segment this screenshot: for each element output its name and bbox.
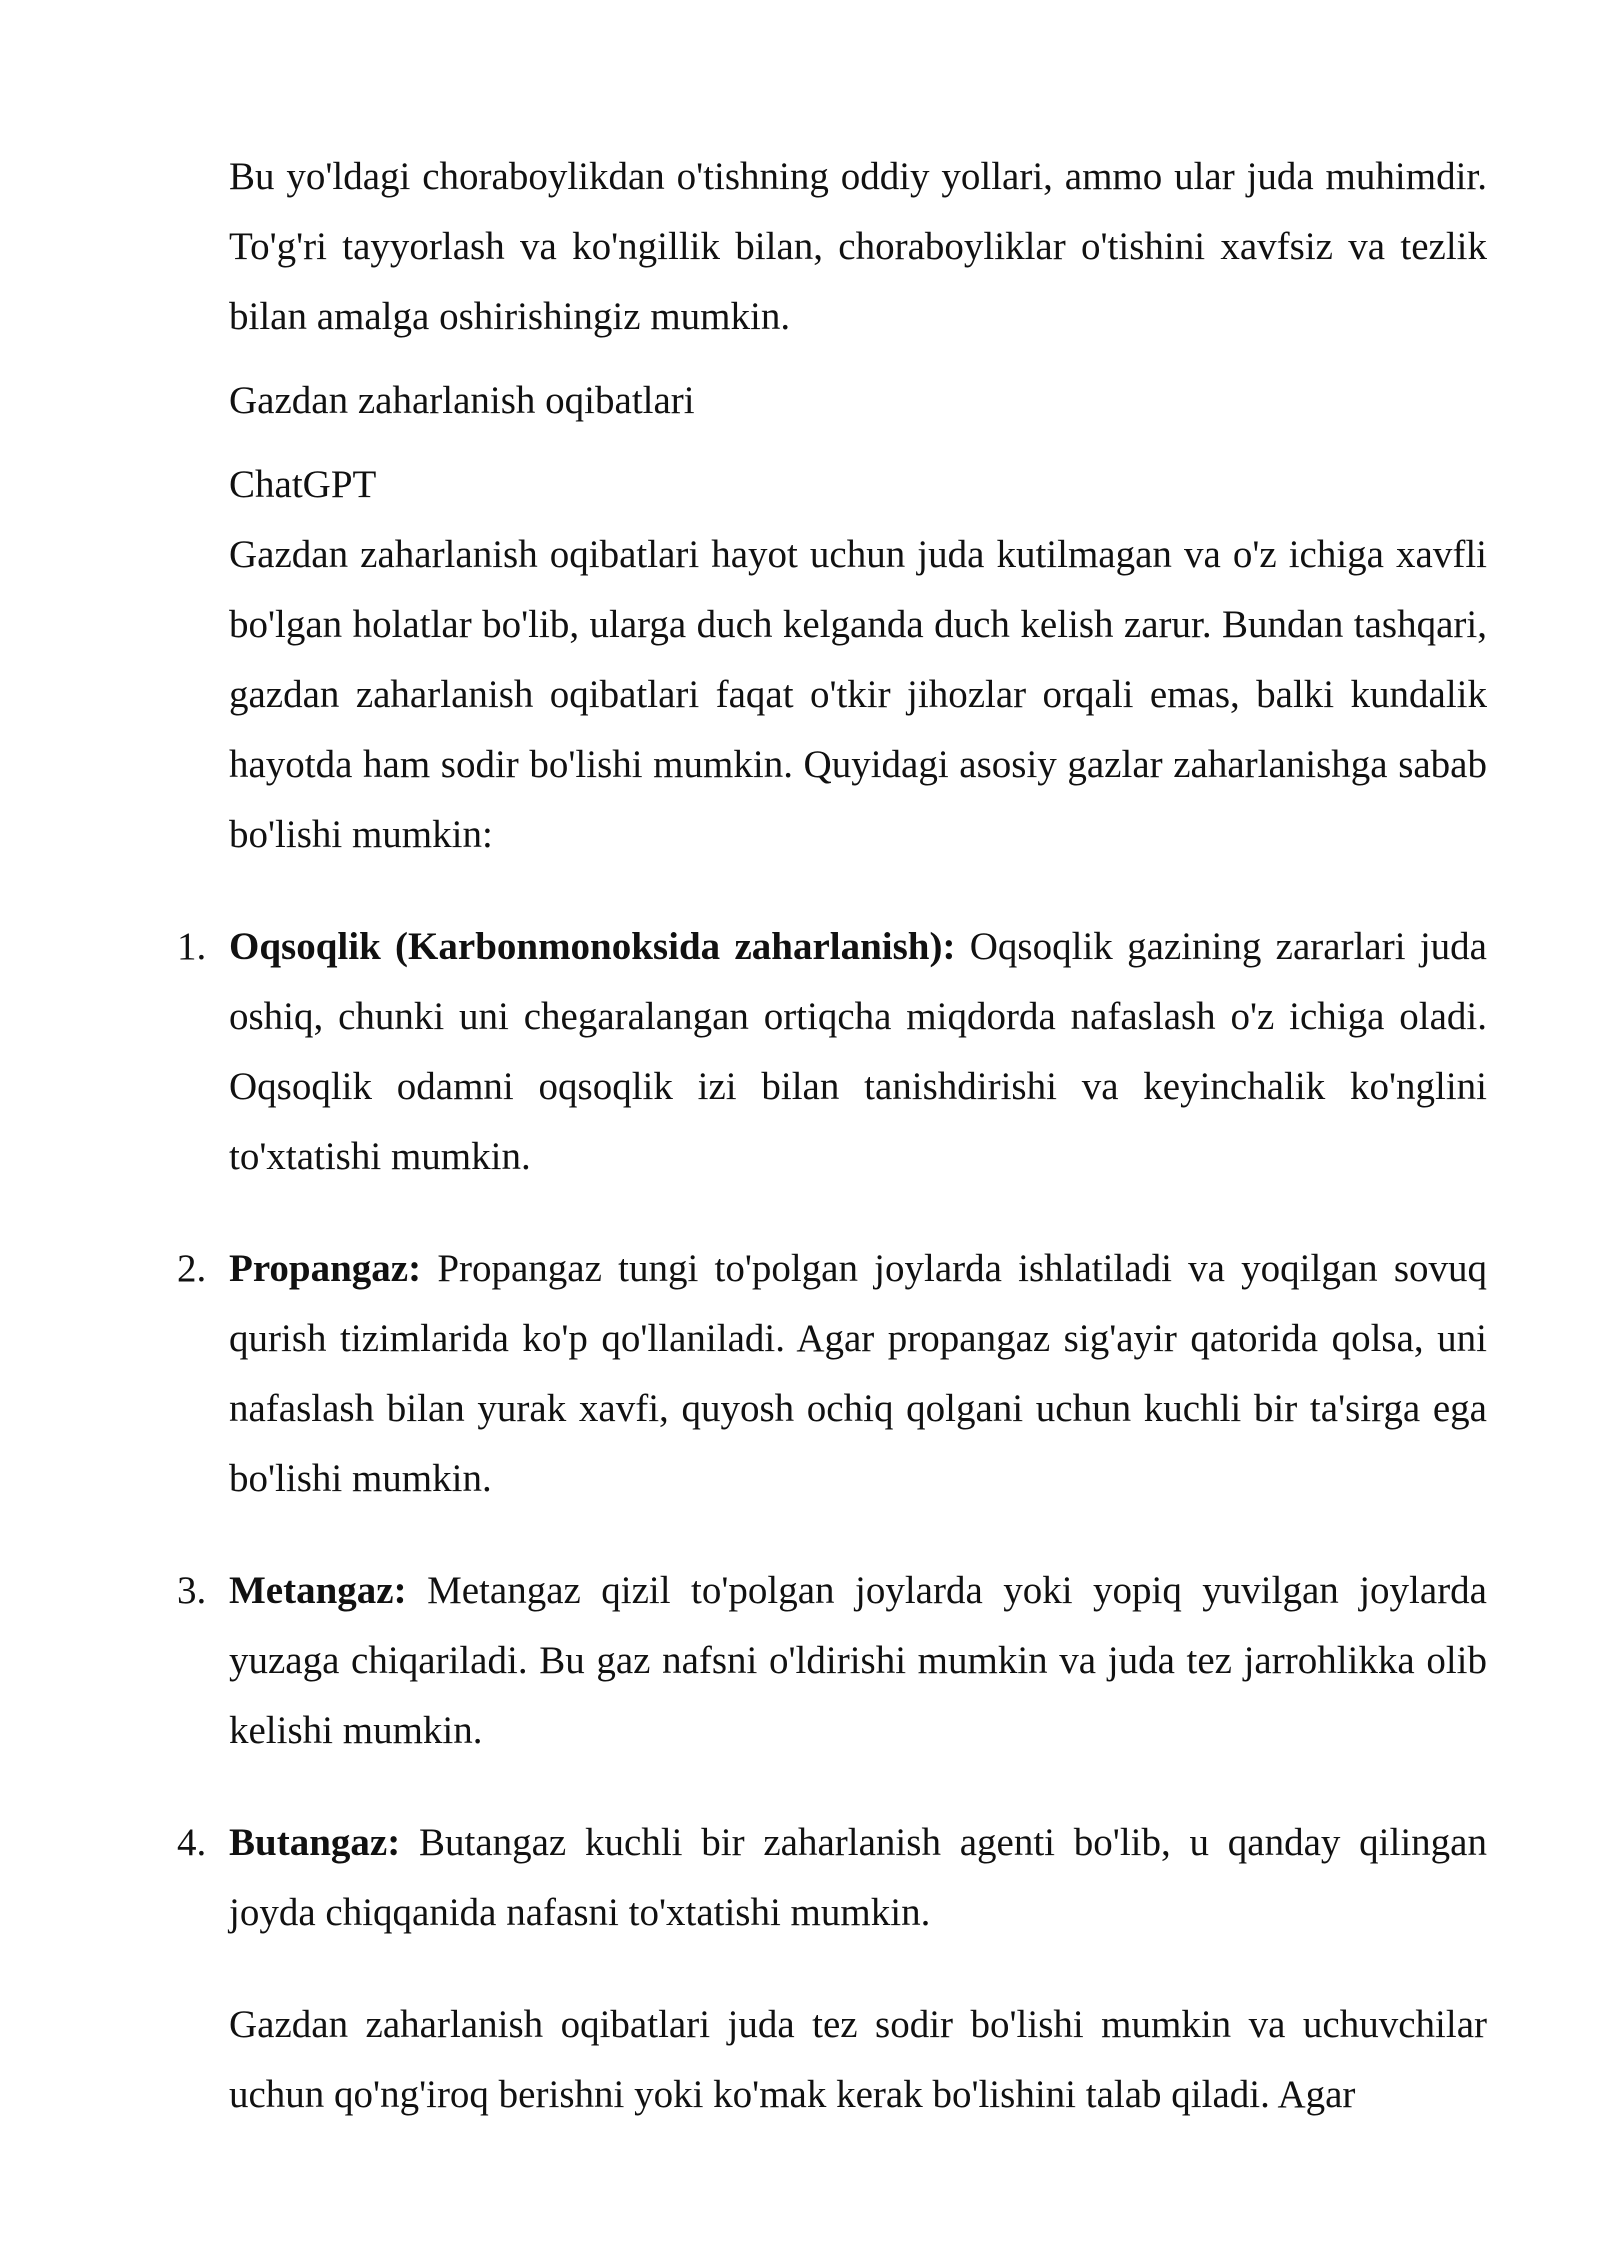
list-term: Propangaz: (229, 1247, 422, 1290)
list-number: 1. (177, 925, 207, 968)
list-item (177, 1556, 1487, 1766)
document-body (177, 142, 1488, 2130)
list-text: Oqsoqlik gazining zararlari juda oshiq, chunki uni chegaralangan ortiqcha miqdorda nafaslash o'z ichiga oladi. Oqsoqlik odamni oqsoqlik izi bilan tanishdirishi va keyinchalik ko'nglini to'xtatishi mumkin. (229, 925, 1487, 1178)
section-heading: Gazdan zaharlanish oqibatlari (229, 379, 695, 422)
body-paragraph: Gazdan zaharlanish oqibatlari hayot uchun juda kutilmagan va o'z ichiga xavfli bo'lgan holatlar bo'lib, ularga duch kelganda duch kelish zarur. Bundan tashqari, gazdan zaharlanish oqibatlari faqat o'tkir jihozlar orqali emas, balki kundalik hayotda ham sodir bo'lishi mumkin. Quyidagi asosiy gazlar zaharlanishga sabab bo'lishi mumkin: (229, 533, 1487, 856)
list-item (177, 912, 1487, 1192)
list-item (177, 1808, 1487, 1948)
gas-list (177, 912, 1488, 1948)
list-number: 2. (177, 1247, 207, 1290)
author-label: ChatGPT (229, 463, 377, 506)
list-text: Butangaz kuchli bir zaharlanish agenti bo'lib, u qanday qilingan joyda chiqqanida nafasni to'xtatishi mumkin. (229, 1821, 1487, 1934)
list-item (177, 1234, 1488, 1514)
closing-paragraph: Gazdan zaharlanish oqibatlari juda tez sodir bo'lishi mumkin va uchuvchilar uchun qo'ng'iroq berishni yoki ko'mak kerak bo'lishini talab qiladi. Agar (229, 2003, 1487, 2116)
list-term: Oqsoqlik (Karbonmonoksida zaharlanish): (229, 925, 956, 968)
list-number: 3. (177, 1569, 207, 1612)
list-term: Butangaz: (229, 1821, 401, 1864)
list-term: Metangaz: (229, 1569, 407, 1612)
list-text: Propangaz tungi to'polgan joylarda ishlatiladi va yoqilgan sovuq qurish tizimlarida ko'p qo'llaniladi. Agar propangaz sig'ayir qatorida qolsa, uni nafaslash bilan yurak xavfi, quyosh ochiq qolgani uchun kuchli bir ta'sirga ega bo'lishi mumkin. (229, 1247, 1488, 1500)
intro-paragraph: Bu yo'ldagi choraboylikdan o'tishning oddiy yollari, ammo ular juda muhimdir. To'g'ri tayyorlash va ko'ngillik bilan, choraboyliklar o'tishini xavfsiz va tezlik bilan amalga oshirishingiz mumkin. (229, 155, 1487, 338)
list-text: Metangaz qizil to'polgan joylarda yoki yopiq yuvilgan joylarda yuzaga chiqariladi. Bu gaz nafsni o'ldirishi mumkin va juda tez jarrohlikka olib kelishi mumkin. (229, 1569, 1487, 1752)
list-number: 4. (177, 1821, 207, 1864)
